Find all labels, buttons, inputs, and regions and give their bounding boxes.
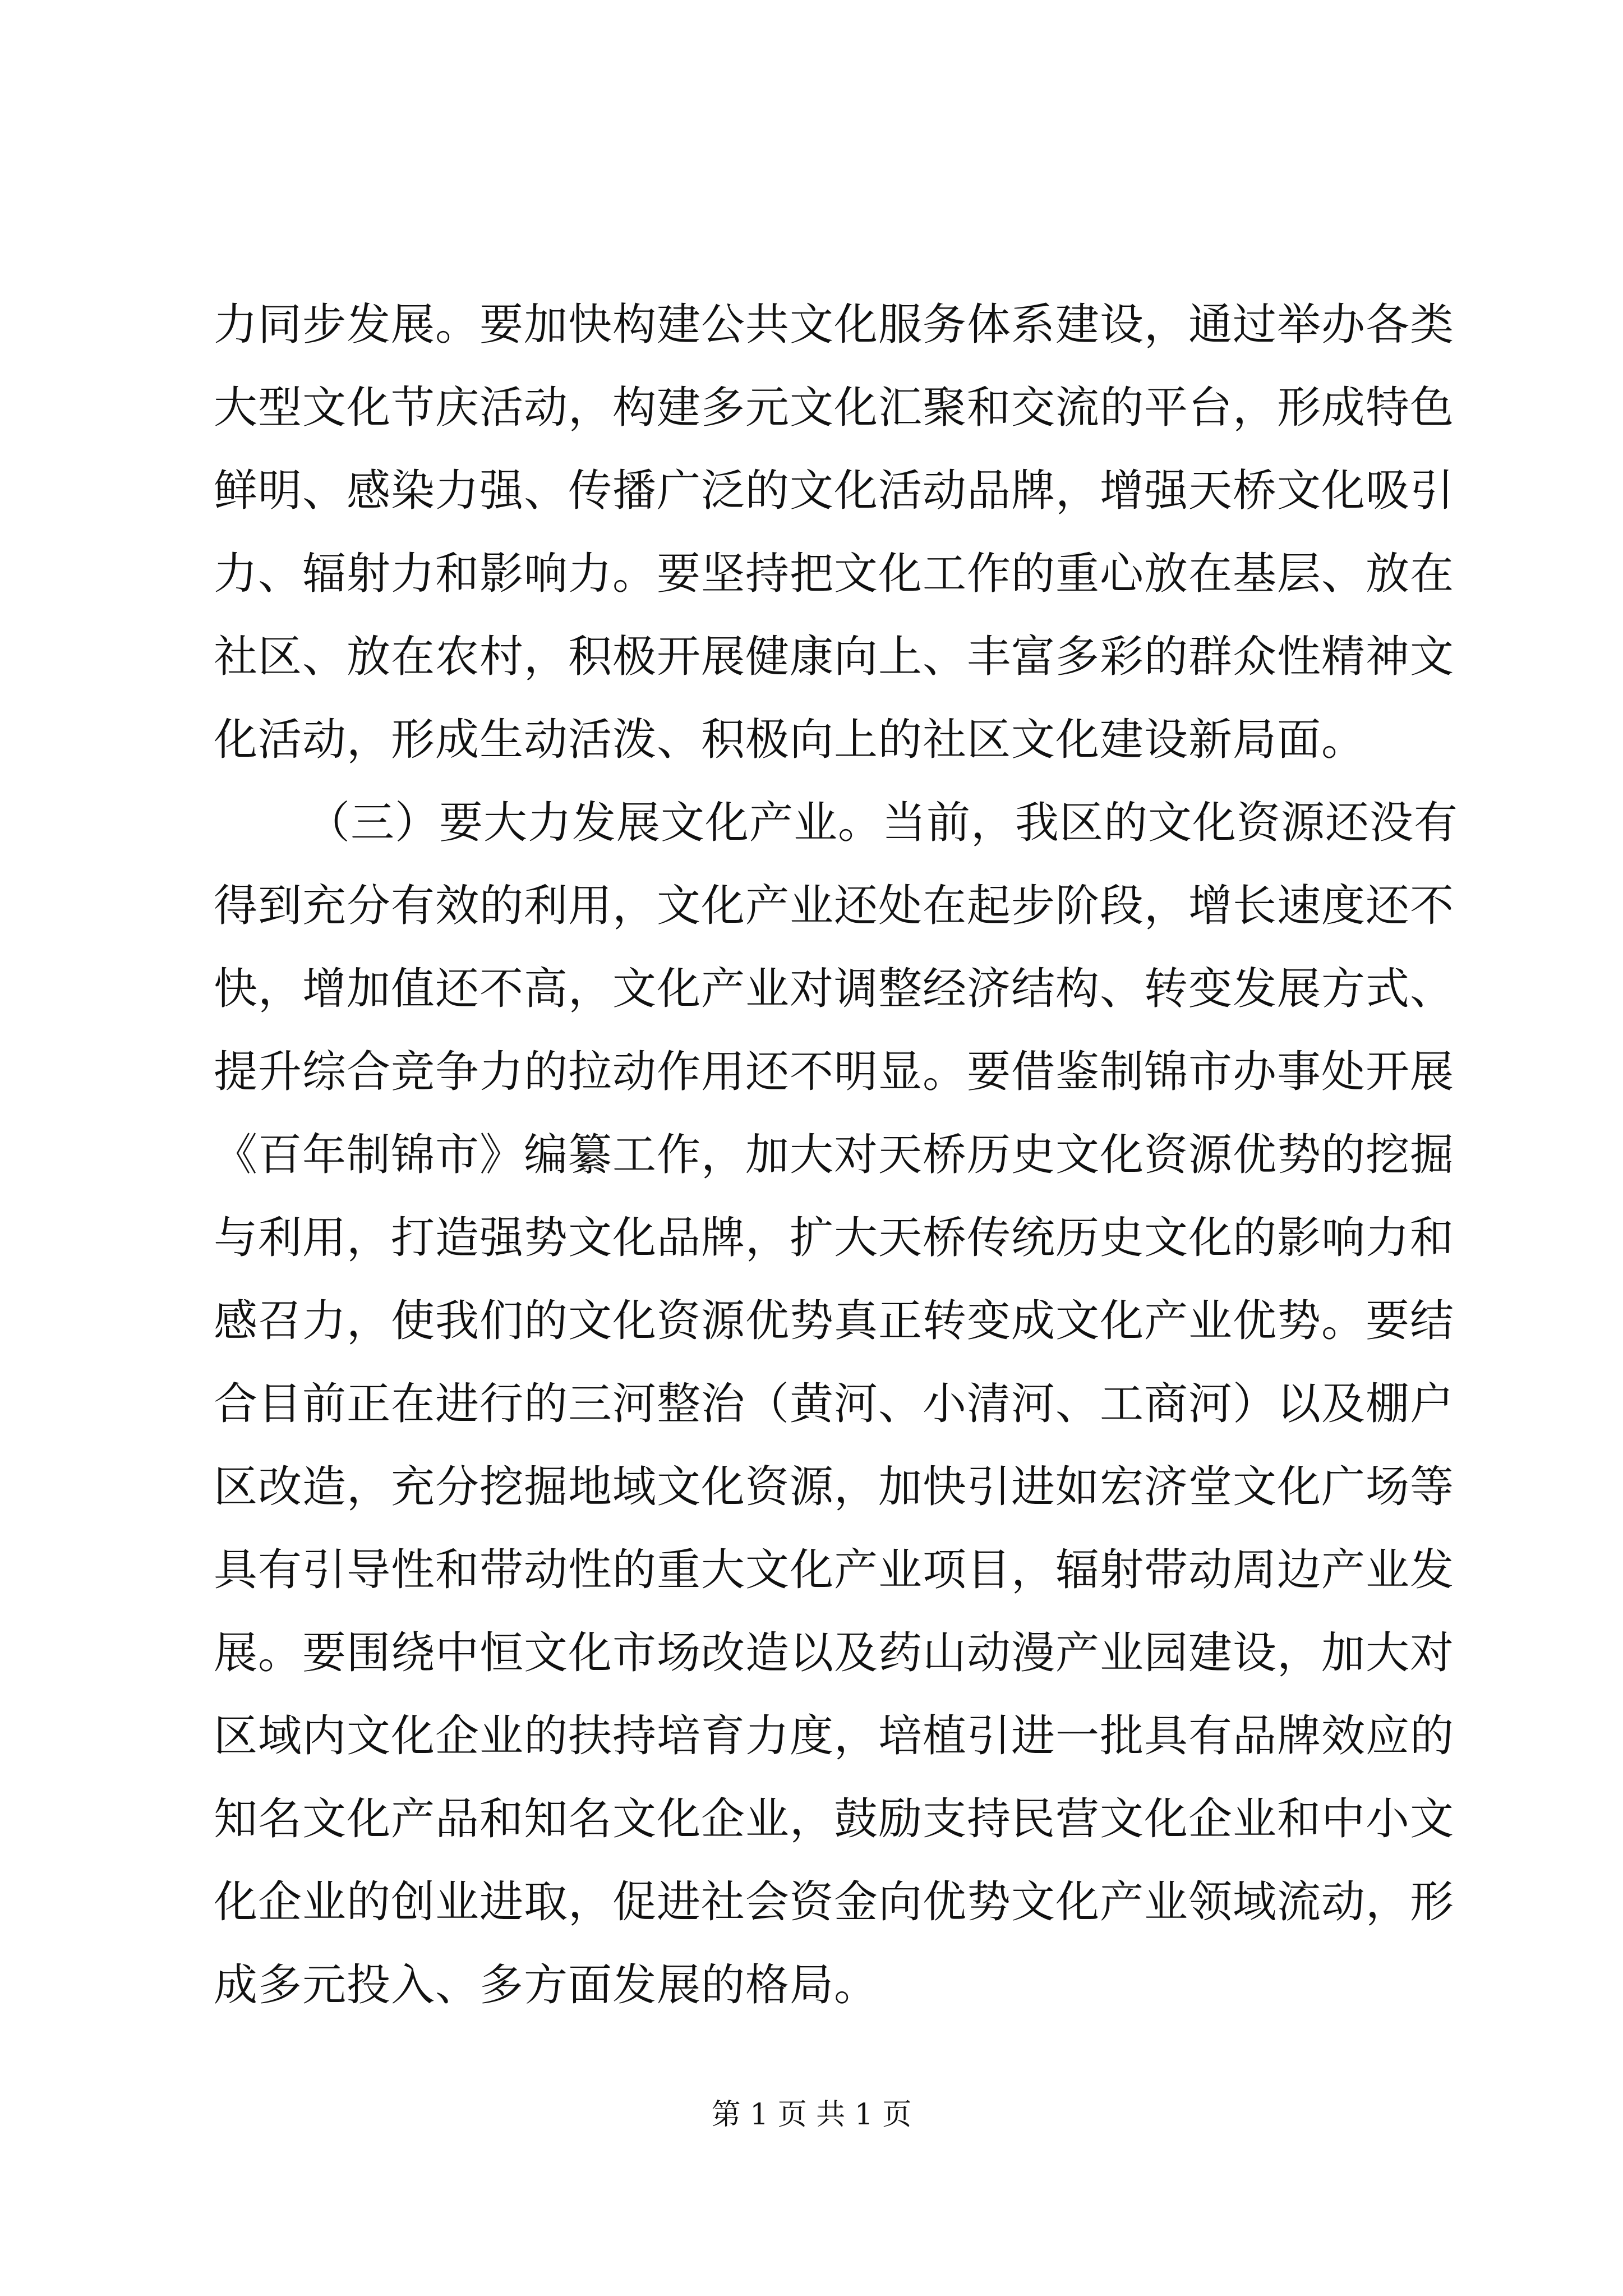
- text-line: 区域内文化企业的扶持培育力度，培植引进一批具有品牌效应的: [214, 1711, 1455, 1761]
- body-text: [214, 283, 1459, 2027]
- text-line: 成多元投入、多方面发展的格局。: [214, 1960, 879, 2010]
- text-line: 力同步发展。要加快构建公共文化服务体系建设，通过举办各类: [214, 300, 1455, 350]
- text-line: 与利用，打造强势文化品牌，扩大天桥传统历史文化的影响力和: [214, 1213, 1455, 1263]
- text-line: 合目前正在进行的三河整治（黄河、小清河、工商河）以及棚户: [214, 1379, 1455, 1429]
- text-line: 知名文化产品和知名文化企业，鼓励支持民营文化企业和中小文: [214, 1794, 1455, 1844]
- text-line: 得到充分有效的利用，文化产业还处在起步阶段，增长速度还不: [214, 881, 1455, 931]
- text-line: 快，增加值还不高，文化产业对调整经济结构、转变发展方式、: [214, 964, 1455, 1014]
- page-footer: [0, 2098, 1623, 2132]
- text-line: 社区、放在农村，积极开展健康向上、丰富多彩的群众性精神文: [214, 632, 1455, 682]
- text-line: 展。要围绕中恒文化市场改造以及药山动漫产业园建设，加大对: [214, 1628, 1455, 1678]
- text-line: 《百年制锦市》编纂工作，加大对天桥历史文化资源优势的挖掘: [214, 1130, 1455, 1180]
- text-line: 鲜明、感染力强、传播广泛的文化活动品牌，增强天桥文化吸引: [214, 466, 1455, 516]
- page-number-label: 第 1 页 共 1 页: [711, 2098, 912, 2132]
- text-line: 具有引导性和带动性的重大文化产业项目，辐射带动周边产业发: [214, 1545, 1455, 1595]
- text-line: 化企业的创业进取，促进社会资金向优势文化产业领域流动，形: [214, 1877, 1455, 1927]
- section-heading-line: （三）要大力发展文化产业。当前，我区的文化资源还没有: [306, 798, 1459, 848]
- text-line: 力、辐射力和影响力。要坚持把文化工作的重心放在基层、放在: [214, 549, 1455, 599]
- text-line: 提升综合竞争力的拉动作用还不明显。要借鉴制锦市办事处开展: [214, 1047, 1455, 1097]
- text-line: 区改造，充分挖掘地域文化资源，加快引进如宏济堂文化广场等: [214, 1462, 1455, 1512]
- text-line: 化活动，形成生动活泼、积极向上的社区文化建设新局面。: [214, 715, 1366, 765]
- text-line: 感召力，使我们的文化资源优势真正转变成文化产业优势。要结: [214, 1296, 1455, 1346]
- text-line: 大型文化节庆活动，构建多元文化汇聚和交流的平台，形成特色: [214, 383, 1455, 433]
